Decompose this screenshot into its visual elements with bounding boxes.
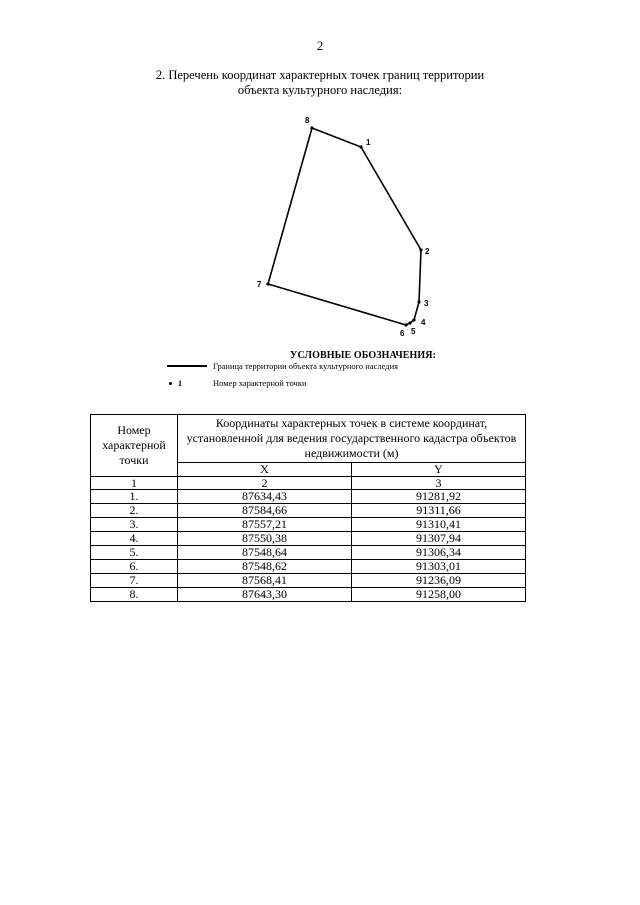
point-number-cell: 7. [91,574,178,588]
y-cell: 91236,09 [351,574,525,588]
x-cell: 87568,41 [178,574,352,588]
point-label-8: 8 [305,116,310,125]
table-row [91,490,526,504]
x-cell: 87548,64 [178,546,352,560]
page-number: 2 [316,38,324,53]
index-cell: 2 [178,477,352,490]
table-header-row [91,415,526,463]
boundary-point-5 [408,321,411,324]
point-label-2: 2 [425,247,430,256]
x-cell: 87584,66 [178,504,352,518]
point-number-cell: 3. [91,518,178,532]
coordinates-table [90,414,526,602]
point-symbol [167,379,207,388]
point-number-cell: 8. [91,588,178,602]
table-row [91,532,526,546]
legend-point-label: Номер характерной точки [213,378,307,388]
header-point-number: Номер характерной точки [91,415,178,477]
y-cell: 91306,34 [351,546,525,560]
boundary-point-4 [412,318,415,321]
header-x: X [178,463,352,477]
boundary-point-3 [417,300,420,303]
point-number-cell: 4. [91,532,178,546]
point-symbol-number: 1 [178,378,182,388]
point-label-7: 7 [257,280,262,289]
header-coordinates: Координаты характерных точек в системе координат, установленной для ведения государственного кадастра объектов недвижимости (м) [178,415,526,463]
boundary-point-7 [266,282,269,285]
point-label-3: 3 [424,299,429,308]
table-row [91,504,526,518]
point-number-cell: 2. [91,504,178,518]
table-row [91,574,526,588]
boundary-scheme [0,0,640,400]
heading-line-2: объекта культурного наследия: [237,83,403,97]
point-label-1: 1 [366,138,371,147]
table-row [91,546,526,560]
boundary-point-6 [404,323,407,326]
index-cell: 1 [91,477,178,490]
table-row [91,560,526,574]
table-row [91,588,526,602]
point-number-cell: 5. [91,546,178,560]
point-number-cell: 6. [91,560,178,574]
y-cell: 91258,00 [351,588,525,602]
table-index-row [91,477,526,490]
legend-title: УСЛОВНЫЕ ОБОЗНАЧЕНИЯ: [290,350,437,361]
x-cell: 87548,62 [178,560,352,574]
point-dot-icon [169,382,172,385]
point-label-6: 6 [400,329,405,338]
legend-point-row [167,378,307,388]
index-cell: 3 [351,477,525,490]
point-label-4: 4 [421,318,426,327]
y-cell: 91281,92 [351,490,525,504]
y-cell: 91303,01 [351,560,525,574]
y-cell: 91311,66 [351,504,525,518]
boundary-point-2 [419,248,422,251]
legend-boundary-label: Граница территории объекта культурного наследия [213,361,399,371]
territory-boundary [268,128,421,325]
x-cell: 87550,38 [178,532,352,546]
x-cell: 87643,30 [178,588,352,602]
heading-line-1: 2. Перечень координат характерных точек границ территории [155,68,485,82]
x-cell: 87634,43 [178,490,352,504]
table-row [91,518,526,532]
legend-boundary-row [167,361,398,371]
header-y: Y [351,463,525,477]
boundary-point-1 [359,145,362,148]
point-label-5: 5 [411,327,416,336]
x-cell: 87557,21 [178,518,352,532]
boundary-line-symbol [167,365,207,367]
y-cell: 91310,41 [351,518,525,532]
boundary-point-8 [310,126,313,129]
point-number-cell: 1. [91,490,178,504]
y-cell: 91307,94 [351,532,525,546]
